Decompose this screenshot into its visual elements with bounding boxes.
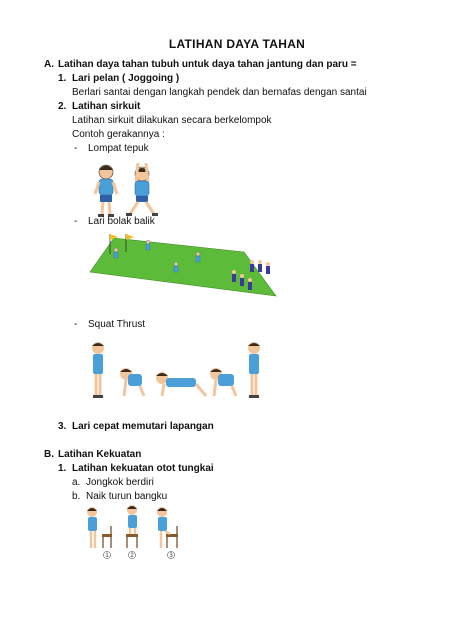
sub-a-label: Jongkok berdiri [86, 477, 154, 488]
section-a-marker: A. [44, 59, 54, 70]
item-2-description: Latihan sirkuit dilakukan secara berkelompok [72, 115, 272, 126]
item-3-label: Lari cepat memutari lapangan [72, 421, 214, 432]
step-2-figure [126, 505, 138, 548]
item-1-label: Lari pelan ( Joggoing ) [72, 73, 180, 84]
item-1-number: 1. [58, 73, 67, 84]
pose-standing-figure [92, 342, 104, 398]
pose-squat-figure [120, 368, 144, 396]
step-2-number: 2 [130, 553, 134, 559]
examples-title: Contoh gerakannya : [72, 129, 165, 140]
example-1-dash: - [74, 143, 78, 154]
kid-standing-figure [95, 165, 117, 217]
section-b-heading: Latihan Kekuatan [58, 449, 142, 460]
item-2-number: 2. [58, 101, 67, 112]
item-1-description: Berlari santai dengan langkah pendek dan bernafas dengan santai [72, 87, 367, 98]
step-1-figure [87, 507, 112, 548]
sub-b-letter: b. [72, 491, 81, 502]
pose-tuck-figure [210, 368, 236, 396]
squat-thrust-illustration [86, 338, 270, 402]
lari-bolak-balik-illustration [86, 232, 282, 304]
sub-b-label: Naik turun bangku [86, 491, 168, 502]
example-3-dash: - [74, 319, 78, 330]
example-3-label: Squat Thrust [88, 319, 146, 330]
item-3-number: 3. [58, 421, 67, 432]
example-1-label: Lompat tepuk [88, 143, 149, 154]
pose-standing-end-figure [248, 342, 260, 398]
pose-plank-figure [156, 372, 206, 396]
b-item-1-label: Latihan kekuatan otot tungkai [72, 463, 214, 474]
example-2-dash: - [74, 216, 78, 227]
b-item-1-number: 1. [58, 463, 67, 474]
example-2-label: Lari bolak balik [88, 216, 155, 227]
step-1-number: 1 [105, 553, 109, 559]
step-3-figure [157, 507, 178, 548]
section-a-heading: Latihan daya tahan tubuh untuk daya tahan jantung dan paru = [58, 59, 357, 70]
item-2-label: Latihan sirkuit [72, 101, 141, 112]
sub-a-letter: a. [72, 477, 81, 488]
naik-turun-bangku-illustration [84, 504, 190, 562]
lompat-tepuk-illustration [86, 158, 166, 220]
step-3-number: 3 [169, 553, 173, 559]
page-title: LATIHAN DAYA TAHAN [168, 37, 306, 51]
kid-jumping-figure [126, 163, 158, 216]
section-b-marker: B. [44, 449, 54, 460]
